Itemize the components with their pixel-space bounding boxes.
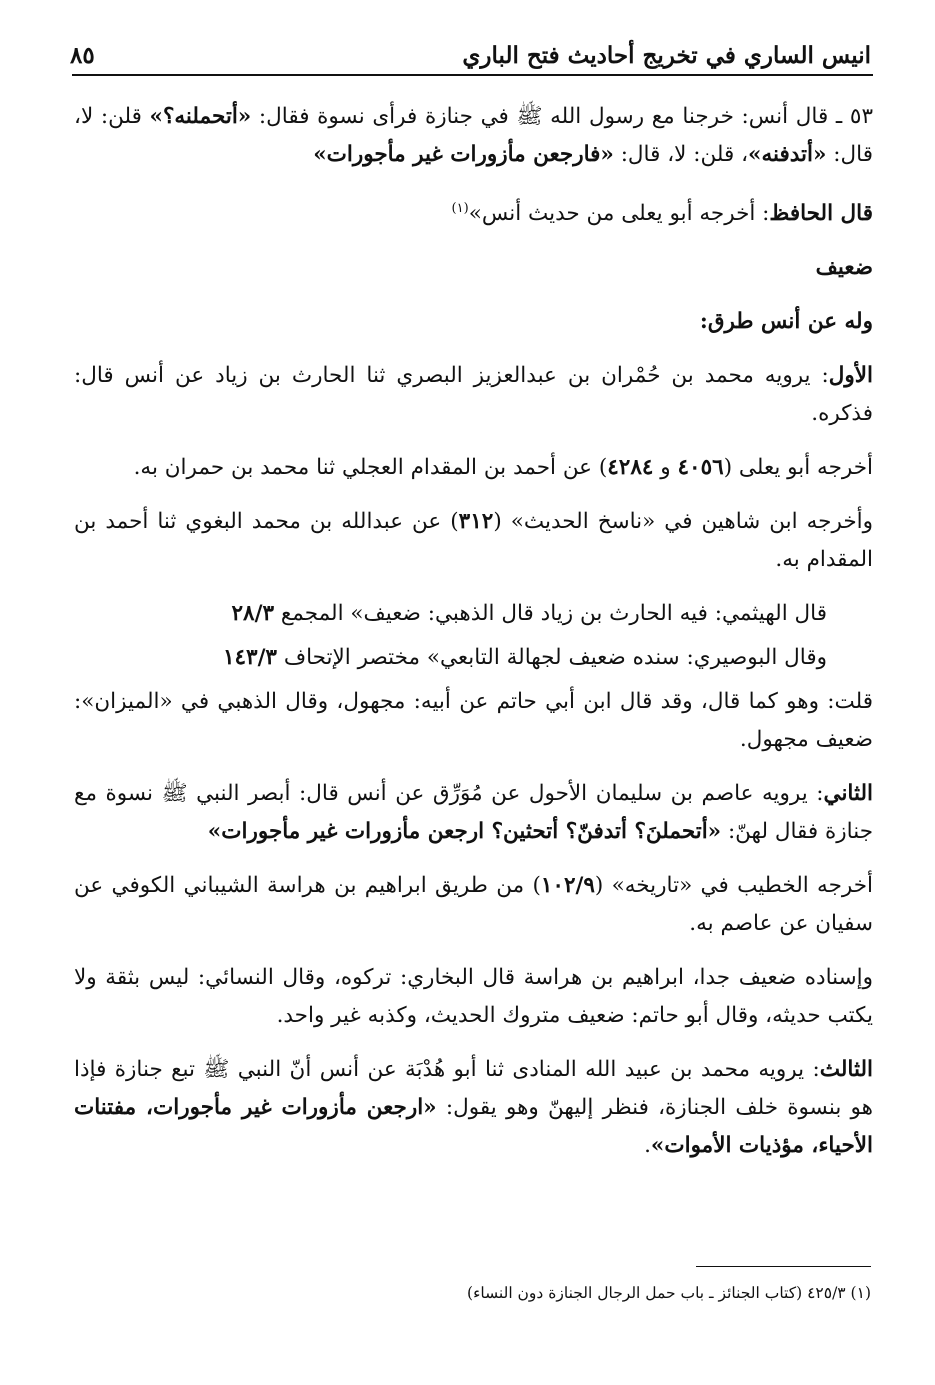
running-title: انيس الساري في تخريج أحاديث فتح الباري — [462, 42, 871, 69]
bold-text: ٢٨/٣ — [231, 601, 274, 627]
paragraph-p3 — [74, 249, 873, 287]
text-run: أخرجه أبو يعلى ( — [723, 455, 873, 481]
footnote-ref: (١) — [451, 201, 469, 216]
header-rule — [72, 74, 873, 76]
text-run: ) من طريق ابراهيم بن هراسة الشيباني الكوفي عن سفيان عن عاصم به. — [74, 873, 873, 937]
footnote: (١) ٤٢٥/٣ (كتاب الجنائز ـ باب حمل الرجال الجنازة دون النساء) — [467, 1284, 871, 1302]
text-run: وأخرجه ابن شاهين في «ناسخ الحديث» ( — [493, 509, 873, 535]
footnote-rule — [696, 1266, 871, 1267]
paragraph-p6 — [74, 449, 873, 487]
page-header — [70, 40, 871, 74]
bold-text: ٣١٢ — [458, 509, 494, 535]
text-run: ) عن عبدالله بن محمد البغوي ثنا أحمد بن المقدام به. — [74, 509, 873, 573]
bold-text: الثاني — [823, 781, 873, 807]
text-run: ) عن أحمد بن المقدام العجلي ثنا محمد بن حمران به. — [133, 455, 608, 481]
bold-text: «أتحملنَ؟ أتدفنّ؟ أتحثين؟ ارجعن مأزورات غير مأجورات» — [207, 819, 722, 845]
paragraph-p8 — [74, 595, 873, 633]
paragraph-p7 — [74, 503, 873, 579]
paragraph-p1 — [74, 98, 873, 174]
text-run: : يرويه عاصم بن سليمان الأحول عن مُوَرِّق عن أنس قال: أبصر النبي ﷺ نسوة مع جنازة فقال لهنّ: — [74, 781, 873, 845]
text-run: قال الهيثمي: فيه الحارث بن زياد قال الذهبي: ضعيف» المجمع — [274, 601, 827, 627]
text-run: قلت: وهو كما قال، وقد قال ابن أبي حاتم عن أبيه: مجهول، وقال الذهبي في «الميزان»: ضعيف مجهول. — [74, 689, 873, 753]
bold-text: ١٤٣/٣ — [222, 645, 277, 671]
paragraph-p14 — [74, 1051, 873, 1165]
paragraph-p12 — [74, 867, 873, 943]
bold-text: ضعيف — [815, 255, 873, 281]
bold-text: ٤٢٨٤ — [607, 455, 654, 481]
bold-text: «أتحملنه؟» — [149, 104, 252, 129]
text-run: وإسناده ضعيف جدا، ابراهيم بن هراسة قال البخاري: تركوه، وقال النسائي: ليس بثقة ولا يكتب حديثه، وقال أبو حاتم: ضعيف متروك الحديث، وكذبه غير واحد. — [74, 965, 873, 1029]
bold-text: وله عن أنس طرق: — [699, 309, 873, 335]
text-run: : يرويه محمد بن عبيد الله المنادى ثنا أبو هُدْبَة عن أنس أنّ النبي ﷺ تبع جنازة فإذا هو بنسوة خلف الجنازة، فنظر إليهنّ وهو يقول: — [74, 1057, 874, 1121]
text-run: قلن: لا، قال: — [74, 104, 873, 167]
text-run: : أخرجه أبو يعلى من حديث أنس» — [468, 201, 770, 227]
text-run: ، قلن: لا، قال: — [613, 142, 749, 167]
bold-text: الأول — [828, 363, 873, 389]
bold-text: قال الحافظ — [769, 201, 873, 227]
bold-text: «أتدفنه» — [748, 142, 827, 167]
page-number: ٨٥ — [70, 42, 95, 69]
text-run: ٥٣ ـ قال أنس: خرجنا مع رسول الله ﷺ في جنازة فرأى نسوة فقال: — [251, 104, 873, 129]
bold-text: «فارجعن مأزورات غير مأجورات» — [313, 142, 614, 167]
text-run: : يرويه محمد بن حُمْران بن عبدالعزيز البصري ثنا الحارث بن زياد عن أنس قال: فذكره. — [74, 363, 873, 427]
bold-text: ٤٠٥٦ — [677, 455, 724, 481]
paragraph-p11 — [74, 775, 873, 851]
text-run: أخرجه الخطيب في «تاريخه» ( — [594, 873, 874, 899]
paragraph-p13 — [74, 959, 873, 1035]
text-run: وقال البوصيري: سنده ضعيف لجهالة التابعي» مختصر الإتحاف — [276, 645, 827, 671]
text-run: . — [644, 1133, 651, 1159]
bold-text: ١٠٢/٩ — [540, 873, 595, 899]
paragraph-p4 — [74, 303, 873, 341]
bold-text: الثالث — [819, 1057, 873, 1083]
paragraph-p9 — [74, 639, 873, 677]
bold-text: «ارجعن مأزورات غير مأجورات، مفتنات الأحياء، مؤذيات الأموات» — [74, 1095, 873, 1159]
text-run: و — [653, 455, 678, 481]
paragraph-p5 — [74, 357, 873, 433]
page-body — [74, 98, 873, 1181]
paragraph-p2 — [74, 190, 873, 233]
paragraph-p10 — [74, 683, 873, 759]
